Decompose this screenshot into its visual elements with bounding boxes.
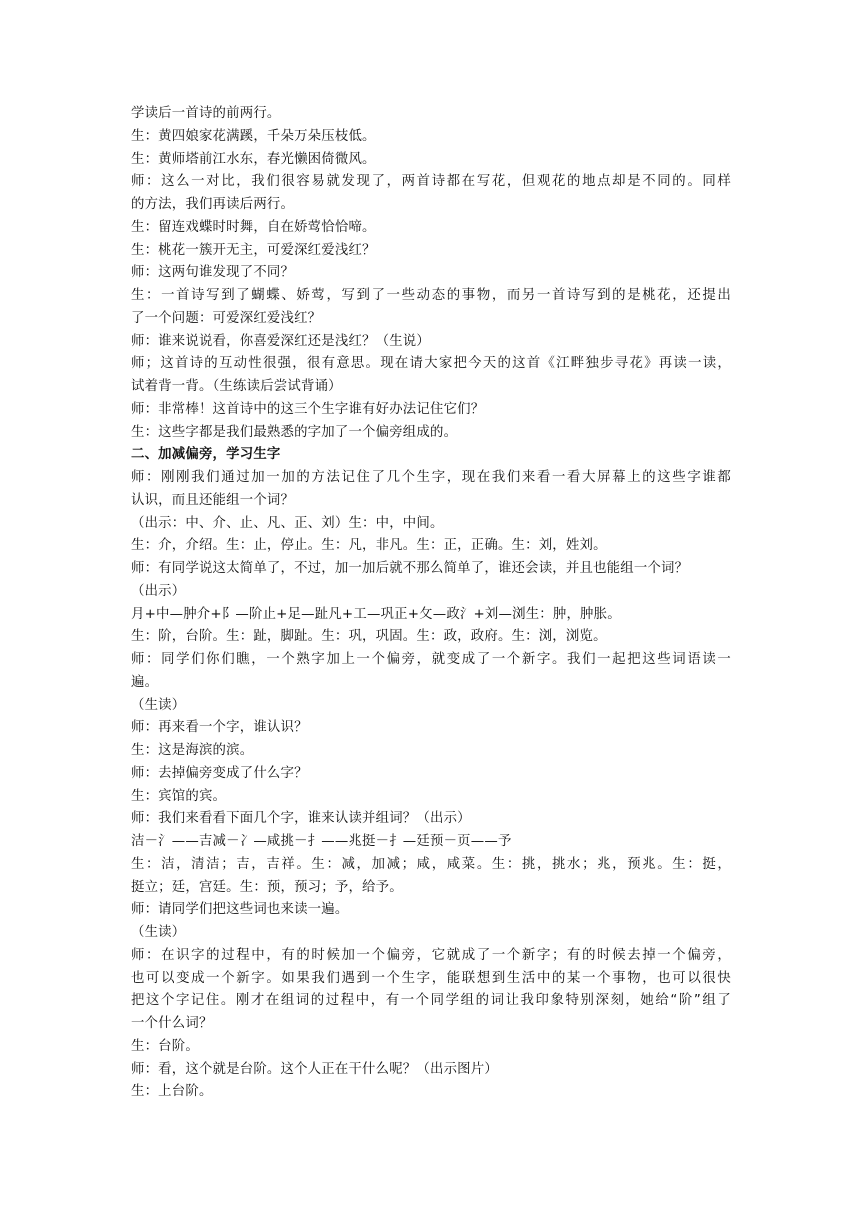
text-line: 生：介，介绍。生：止，停止。生：凡，非凡。生：正，正确。生：刘，姓刘。 bbox=[131, 538, 607, 554]
text-line: 师：同学们你们瞧，一个熟字加上一个偏旁，就变成了一个新字。我们一起把这些词语读一 bbox=[131, 652, 731, 667]
text-line: （出示） bbox=[131, 583, 186, 599]
text-line: 师：我们来看看下面几个字，谁来认读并组词？（出示） bbox=[131, 811, 471, 827]
text-line: 把这个字记住。刚才在组词的过程中，有一个同学组的词让我印象特别深刻，她给“阶”组了 bbox=[131, 993, 731, 1009]
text-line: 师：刚刚我们通过加一加的方法记住了几个生字，现在我们来看一看大屏幕上的这些字谁都 bbox=[131, 470, 731, 485]
text-line: 师：谁来说说看，你喜爱深红还是浅红？（生说） bbox=[131, 333, 430, 349]
text-line: 挺立；廷，宫廷。生：预，预习；予，给予。 bbox=[131, 879, 403, 895]
text-line: 生：上台阶。 bbox=[131, 1084, 213, 1100]
text-line: 生：台阶。 bbox=[131, 1038, 199, 1054]
text-line: 认识，而且还能组一个词？ bbox=[131, 492, 295, 508]
text-line: （生读） bbox=[131, 697, 186, 713]
text-line: 也可以变成一个新字。如果我们遇到一个生字，能联想到生活中的某一个事物，也可以很快 bbox=[131, 970, 731, 986]
text-line: （出示：中、介、止、凡、正、刘）生：中，中间。 bbox=[131, 515, 444, 531]
text-line: 师：在识字的过程中，有的时候加一个偏旁，它就成了一个新字；有的时候去掉一个偏旁， bbox=[131, 947, 731, 963]
text-line: 生：宾馆的宾。 bbox=[131, 788, 227, 804]
text-line: 洁－氵——吉减－冫—咸挑－扌——兆挺－扌—廷预－页——予 bbox=[131, 834, 512, 849]
text-line: 师：再来看一个字，谁认识？ bbox=[131, 720, 308, 736]
text-line: 师：去掉偏旁变成了什么字？ bbox=[131, 765, 308, 781]
text-line: 生：这是海滨的滨。 bbox=[131, 743, 254, 758]
text-line: 师：请同学们把这些词也来读一遍。 bbox=[131, 902, 349, 918]
text-line: 生：桃花一簇开无主，可爱深红爱浅红？ bbox=[131, 242, 376, 258]
text-line: 师；这首诗的互动性很强，很有意思。现在请大家把今天的这首《江畔独步寻花》再读一读， bbox=[131, 356, 731, 372]
text-line: 师：看，这个就是台阶。这个人正在干什么呢？（出示图片） bbox=[131, 1061, 498, 1077]
text-line: 遍。 bbox=[131, 674, 159, 690]
text-line: 月+中—肿介+阝—阶止+足—趾凡+工—巩正+攵—政氵+刘—浏生：肿，肿胀。 bbox=[131, 606, 621, 622]
text-line: 一个什么词？ bbox=[131, 1016, 213, 1031]
text-line: 生：黄四娘家花满蹊，千朵万朵压枝低。 bbox=[131, 128, 376, 144]
text-line: 了一个问题：可爱深红爱浅红？ bbox=[131, 310, 322, 326]
text-line: 学读后一首诗的前两行。 bbox=[131, 106, 281, 121]
text-line: 试着背一背。（生练读后尝试背诵） bbox=[131, 379, 342, 394]
text-line: 师：这两句谁发现了不同？ bbox=[131, 265, 295, 281]
text-line: 的方法，我们再读后两行。 bbox=[131, 197, 295, 212]
text-line: 师：有同学说这太简单了，不过，加一加后就不那么简单了，谁还会读，并且也能组一个词？ bbox=[131, 561, 689, 576]
text-line: 生：留连戏蝶时时舞，自在娇莺恰恰啼。 bbox=[131, 219, 376, 235]
text-line: 生：这些字都是我们最熟悉的字加了一个偏旁组成的。 bbox=[131, 424, 458, 440]
text-line: 生：洁，清洁；吉，吉祥。生：减，加减；咸，咸菜。生：挑，挑水；兆，预兆。生：挺， bbox=[131, 856, 731, 872]
text-line: 师：非常棒！这首诗中的这三个生字谁有好办法记住它们？ bbox=[131, 401, 485, 417]
document-page bbox=[131, 103, 731, 1104]
text-line: 生：黄师塔前江水东，春光懒困倚微风。 bbox=[131, 151, 376, 167]
section-heading: 二、加减偏旁，学习生字 bbox=[131, 447, 281, 463]
text-line: （生读） bbox=[131, 925, 186, 940]
text-line: 生：一首诗写到了蝴蝶、娇莺，写到了一些动态的事物，而另一首诗写到的是桃花，还提出 bbox=[131, 288, 731, 303]
text-line: 生：阶，台阶。生：趾，脚趾。生：巩，巩固。生：政，政府。生：浏，浏览。 bbox=[131, 629, 607, 645]
text-line: 师：这么一对比，我们很容易就发现了，两首诗都在写花，但观花的地点却是不同的。同样 bbox=[131, 174, 731, 190]
